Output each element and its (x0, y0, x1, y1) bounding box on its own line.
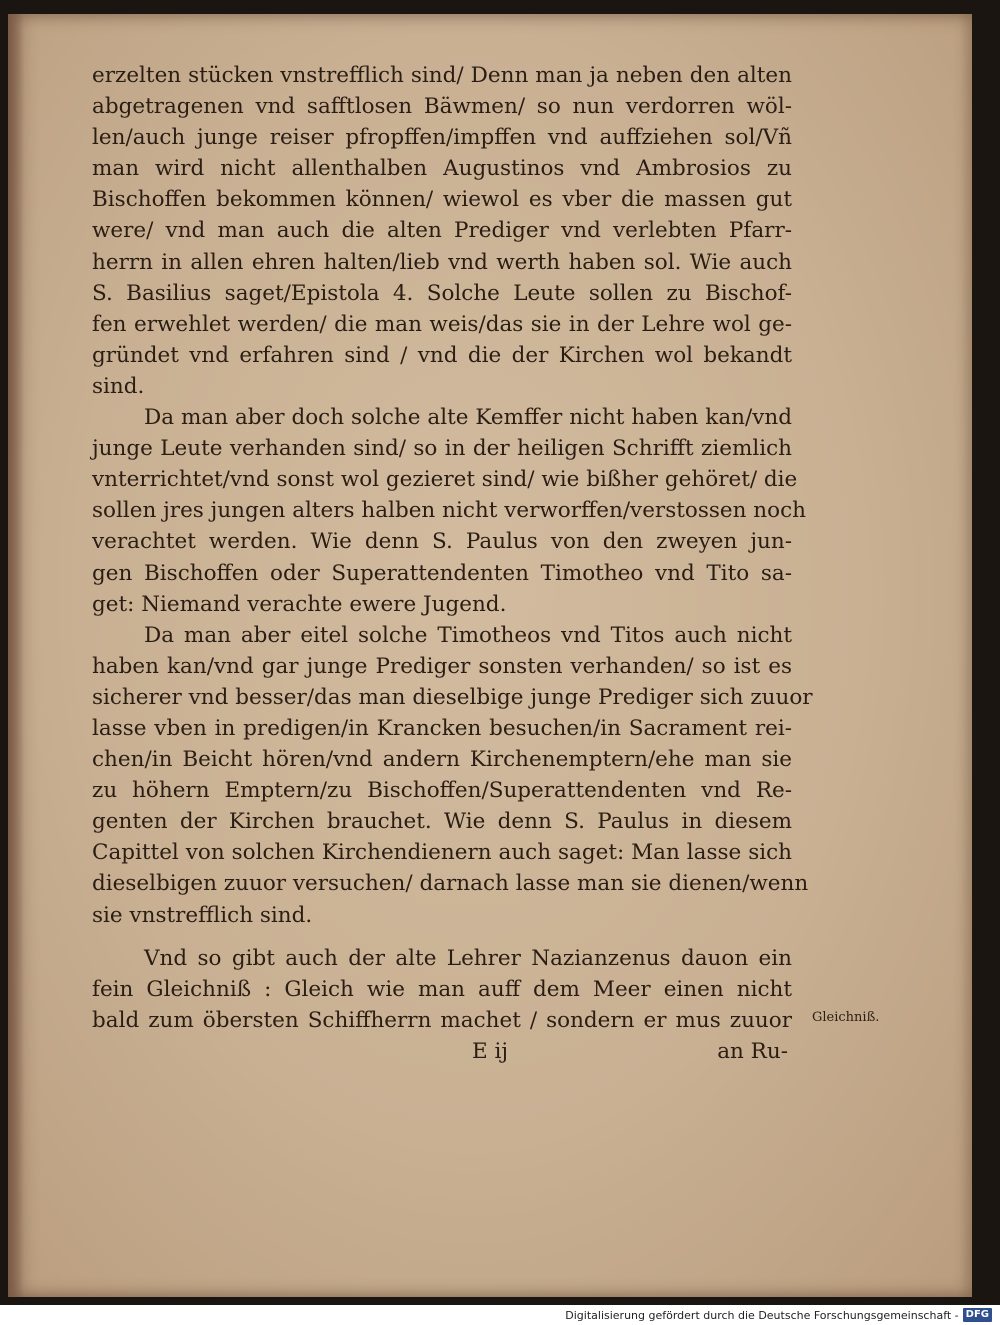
digitization-credit-bar (0, 1305, 1000, 1325)
page-foot-line (92, 1036, 792, 1067)
paragraph-gap (92, 931, 792, 943)
text-line: Da man aber doch solche alte Kemffer nicht haben kan/vnd (144, 405, 792, 431)
dfg-logo: DFG (963, 1308, 992, 1322)
text-line: verachtet werden. Wie denn S. Paulus von den zweyen jun- (92, 529, 792, 555)
digitization-credit-text: Digitalisierung gefördert durch die Deutsche Forschungsgemeinschaft - (565, 1308, 959, 1322)
text-line: sie vnstrefflich sind. (92, 902, 313, 928)
marginal-note: Gleichniß. (812, 1010, 880, 1025)
text-line: man wird nicht allenthalben Augustinos vnd Ambrosios zu (92, 156, 792, 182)
text-line: vnterrichtet/vnd sonst wol gezieret sind/ wie bißher gehöret/ die (92, 467, 798, 493)
text-line: sicherer vnd besser/das man dieselbige junge Prediger sich zuuor (92, 684, 813, 710)
page-binding-shadow (8, 14, 24, 1297)
text-line: gründet vnd erfahren sind / vnd die der Kirchen wol bekandt (92, 342, 792, 368)
text-line: Da man aber eitel solche Timotheos vnd Titos auch nicht (144, 622, 792, 648)
text-line: fein Gleichniß : Gleich wie man auff dem Meer einen nicht (92, 976, 792, 1002)
text-line: fen erwehlet werden/ die man weis/das sie in der Lehre wol ge- (92, 311, 792, 337)
signature-mark: E ij (472, 1038, 509, 1064)
text-line: chen/in Beicht hören/vnd andern Kirchenemptern/ehe man sie (92, 747, 792, 773)
text-line: haben kan/vnd gar junge Prediger sonsten verhanden/ so ist es (92, 653, 792, 679)
text-line: Bischoffen bekommen können/ wiewol es vber die massen gut (92, 187, 792, 213)
text-line: get: Niemand verachte ewere Jugend. (92, 591, 507, 617)
text-line: dieselbigen zuuor versuchen/ darnach lasse man sie dienen/wenn (92, 871, 809, 897)
text-line: herrn in allen ehren halten/lieb vnd werth haben sol. Wie auch (92, 249, 792, 275)
text-line: were/ vnd man auch die alten Prediger vnd verlebten Pfarr- (92, 218, 792, 244)
text-line: S. Basilius saget/Epistola 4. Solche Leute sollen zu Bischof- (92, 280, 792, 306)
text-line: lasse vben in predigen/in Krancken besuchen/in Sacrament rei- (92, 715, 792, 741)
text-line: gen Bischoffen oder Superattendenten Timotheo vnd Tito sa- (92, 560, 792, 586)
text-line: sollen jres jungen alters halben nicht verworffen/verstossen noch (92, 498, 806, 524)
text-lines-lower (92, 943, 792, 1036)
text-line: Vnd so gibt auch der alte Lehrer Nazianzenus dauon ein (144, 945, 792, 971)
text-lines-upper (92, 60, 813, 931)
catchword: an Ru- (717, 1038, 788, 1064)
text-line: bald zum öbersten Schiffherrn machet / sondern er mus zuuor (92, 1007, 792, 1033)
text-line: junge Leute verhanden sind/ so in der heiligen Schrifft ziemlich (92, 436, 792, 462)
text-line: zu höhern Emptern/zu Bischoffen/Superattendenten vnd Re- (92, 778, 792, 804)
text-line: genten der Kirchen brauchet. Wie denn S. Paulus in diesem (92, 809, 792, 835)
text-line: erzelten stücken vnstrefflich sind/ Denn man ja neben den alten (92, 63, 792, 88)
text-line: Capittel von solchen Kirchendienern auch saget: Man lasse sich (92, 840, 792, 866)
main-text-block (92, 60, 813, 1067)
text-line: sind. (92, 373, 145, 399)
text-line: abgetragenen vnd safftlosen Bäwmen/ so nun verdorren wöl- (92, 94, 792, 120)
text-line: len/auch junge reiser pfropffen/impffen vnd auffziehen sol/Vñ (92, 125, 792, 151)
